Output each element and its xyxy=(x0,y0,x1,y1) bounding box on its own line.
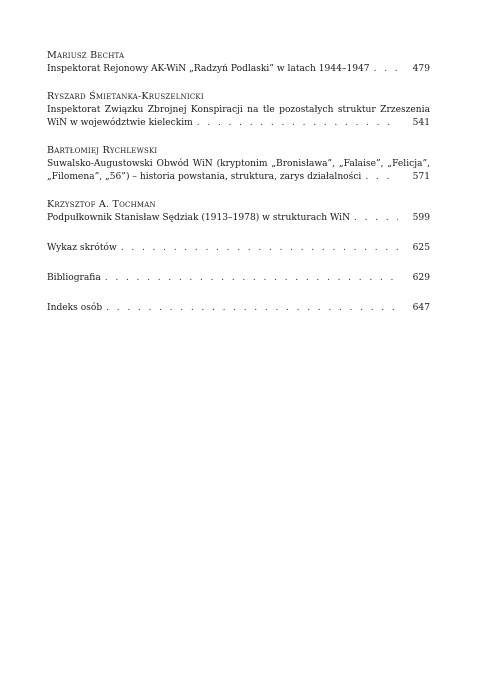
entry-title-line: Suwalsko-Augustowski Obwód WiN (kryptonim „Bronisława”, „Falaise”, „Felicja”, xyxy=(47,159,430,169)
page-number: 571 xyxy=(412,172,430,182)
page-number: 647 xyxy=(412,303,430,313)
entry-title: „Filomena”, „56”) – historia powstania, struktura, zarys działalności xyxy=(47,172,362,182)
entry-author: Bartłomiej Rychlewski xyxy=(47,145,158,156)
dot-leader xyxy=(121,242,398,255)
toc-entry xyxy=(47,144,430,184)
page-number: 599 xyxy=(412,213,430,223)
dot-leader xyxy=(354,212,398,225)
page-number: 625 xyxy=(412,243,430,253)
dot-leader xyxy=(365,171,398,184)
section-label: Wykaz skrótów xyxy=(47,243,117,253)
toc-line-index[interactable] xyxy=(47,302,430,315)
dot-leader xyxy=(197,117,398,130)
toc-entry xyxy=(47,198,430,225)
toc-entry xyxy=(47,49,430,76)
toc-line-abbreviations[interactable] xyxy=(47,242,430,255)
entry-author: Krzysztof A. Tochman xyxy=(47,199,156,210)
section-label: Indeks osób xyxy=(47,303,103,313)
section-label: Bibliografia xyxy=(47,273,101,283)
entry-author: Ryszard Śmietanka-Kruszelnicki xyxy=(47,91,204,102)
dot-leader xyxy=(374,63,398,76)
page-number: 541 xyxy=(412,118,430,128)
toc-line-bibliography[interactable] xyxy=(47,272,430,285)
dot-leader xyxy=(105,272,398,285)
toc-entry xyxy=(47,90,430,130)
entry-title: Inspektorat Rejonowy AK-WiN „Radzyń Podlaski” w latach 1944–1947 xyxy=(47,64,370,74)
page-number: 479 xyxy=(412,64,430,74)
entry-title: Podpułkownik Stanisław Sędziak (1913–1978) w strukturach WiN xyxy=(47,213,351,223)
entry-title-line: Inspektorat Związku Zbrojnej Konspiracji na tle pozostałych struktur Zrzeszenia xyxy=(47,105,430,115)
toc-line[interactable] xyxy=(47,171,430,184)
toc-line[interactable] xyxy=(47,117,430,130)
table-of-contents xyxy=(47,49,430,332)
toc-line[interactable] xyxy=(47,63,430,76)
entry-title: WiN w województwie kieleckim xyxy=(47,118,193,128)
toc-line[interactable] xyxy=(47,212,430,225)
page-number: 629 xyxy=(412,273,430,283)
entry-author: Mariusz Bechta xyxy=(47,50,125,61)
dot-leader xyxy=(106,302,398,315)
